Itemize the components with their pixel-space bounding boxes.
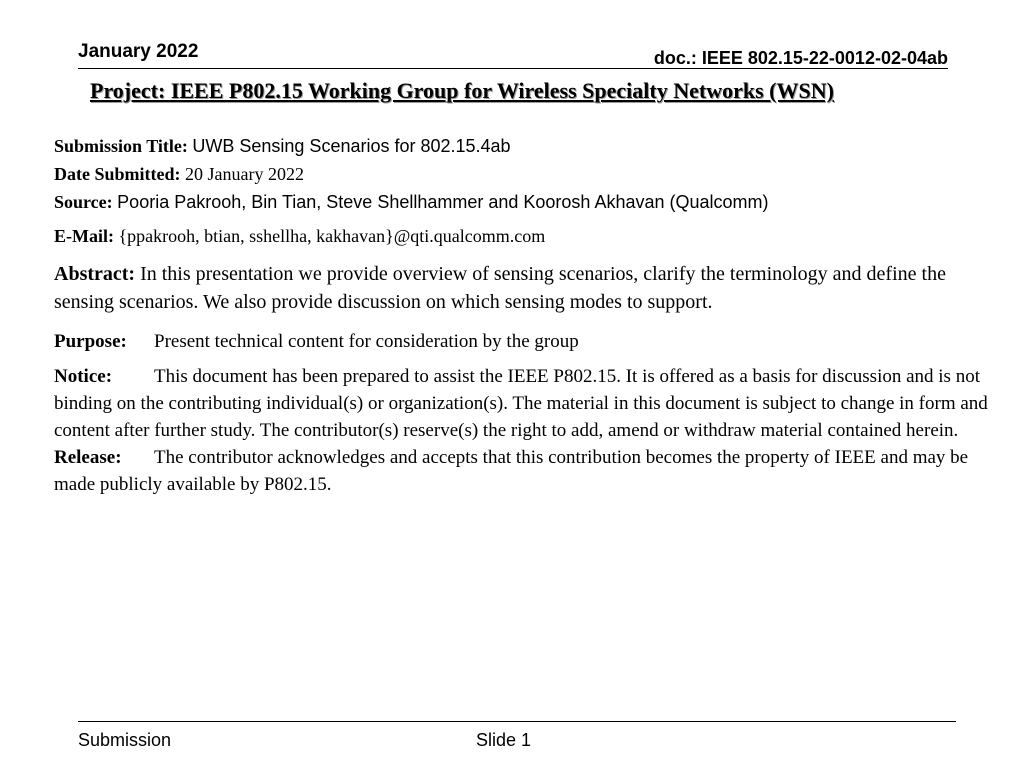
header-date: January 2022 bbox=[78, 41, 199, 62]
notice-label: Notice: bbox=[54, 366, 113, 387]
release-text: The contributor acknowledges and accepts that this contribution becomes the property of IEEE and may be made publicly available by P802.15. bbox=[54, 447, 969, 495]
source-line bbox=[54, 188, 994, 216]
purpose-text: Present technical content for consideration by the group bbox=[154, 331, 579, 352]
notice-text: This document has been prepared to assist the IEEE P802.15. It is offered as a basis for discussion and is not binding on the contributing individual(s) or organization(s). The material in this document is subject to change in form and content after further study. The contributor(s) reserve(s) the right to add, amend or withdraw material contained herein. bbox=[54, 366, 988, 441]
source-value: Pooria Pakrooh, Bin Tian, Steve Shellhammer and Koorosh Akhavan (Qualcomm) bbox=[117, 192, 769, 212]
release-section bbox=[54, 444, 994, 498]
date-submitted-label: Date Submitted: bbox=[54, 164, 181, 184]
submission-title-line bbox=[54, 132, 994, 160]
purpose-section bbox=[54, 328, 994, 355]
footer-submission: Submission bbox=[78, 730, 172, 750]
abstract-label: Abstract: bbox=[54, 263, 136, 285]
slide-number: Slide 1 bbox=[476, 730, 532, 750]
date-submitted-value: 20 January 2022 bbox=[185, 164, 304, 184]
email-value: {ppakrooh, btian, sshellha, kakhavan}@qti.qualcomm.com bbox=[118, 226, 546, 246]
document-id: doc.: IEEE 802.15-22-0012-02-04ab bbox=[653, 48, 948, 68]
abstract-section bbox=[54, 260, 994, 316]
header-divider bbox=[78, 68, 948, 69]
project-title: Project: IEEE P802.15 Working Group for Wireless Specialty Networks (WSN) bbox=[90, 78, 834, 103]
slide-body bbox=[54, 132, 994, 498]
footer-divider bbox=[78, 721, 956, 722]
abstract-text: In this presentation we provide overview of sensing scenarios, clarify the terminology and define the sensing scenarios. We also provide discussion on which sensing modes to support. bbox=[54, 263, 946, 313]
submission-title-value: UWB Sensing Scenarios for 802.15.4ab bbox=[192, 136, 511, 156]
source-label: Source: bbox=[54, 192, 113, 212]
email-label: E-Mail: bbox=[54, 226, 114, 246]
email-line bbox=[54, 222, 994, 250]
submission-title-label: Submission Title: bbox=[54, 136, 188, 156]
notice-section bbox=[54, 363, 994, 444]
date-submitted-line bbox=[54, 160, 994, 188]
purpose-label: Purpose: bbox=[54, 331, 127, 352]
release-label: Release: bbox=[54, 447, 122, 468]
